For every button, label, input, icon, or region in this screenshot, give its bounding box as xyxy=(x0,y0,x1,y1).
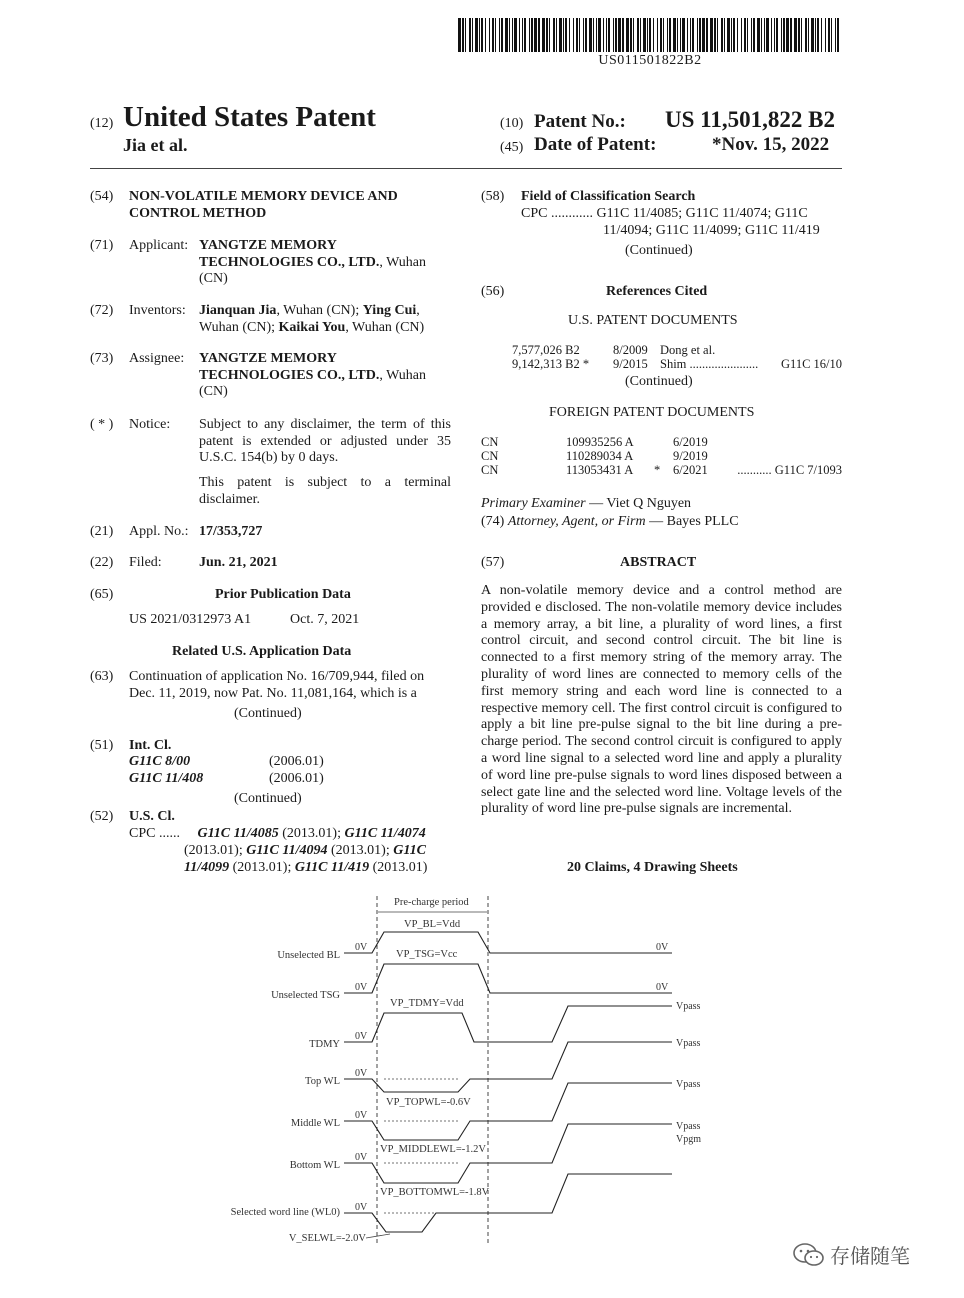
us-cl-line2 xyxy=(184,843,451,860)
date-code: (45) xyxy=(500,140,524,155)
row-label: Bottom WL xyxy=(289,1160,340,1171)
row-label: Middle WL xyxy=(290,1118,340,1129)
inventor-3: Kaikai You xyxy=(278,320,346,335)
row-pulse-label: VP_TDMY=Vdd xyxy=(390,998,464,1009)
row-label: Unselected BL xyxy=(277,950,340,961)
page-title: United States Patent xyxy=(123,101,376,133)
applicant-label: Applicant: xyxy=(129,238,189,253)
int-cl-continued: (Continued) xyxy=(234,791,302,806)
us-cl-line1 xyxy=(129,826,451,843)
assignee-line1: YANGTZE MEMORY xyxy=(199,351,337,366)
references-heading: References Cited xyxy=(606,284,708,299)
prior-pub-date: Oct. 7, 2021 xyxy=(290,612,360,627)
assignee-line2-city: , Wuhan xyxy=(379,367,426,383)
continuation-line2: Dec. 11, 2019, now Pat. No. 11,081,164, which is a xyxy=(129,686,417,701)
inventors-line2 xyxy=(199,320,459,337)
header-rule xyxy=(90,168,842,169)
assignee-label: Assignee: xyxy=(129,351,185,366)
attorney-label: Attorney, Agent, or Firm xyxy=(507,514,646,529)
applicant-line2-city: , Wuhan xyxy=(379,254,426,270)
timing-diagram xyxy=(0,888,964,1248)
us-cl-b3: (2013.01); xyxy=(327,843,394,858)
field-71-code: (71) xyxy=(90,238,114,253)
filed-value: Jun. 21, 2021 xyxy=(199,555,278,570)
assignee-line2-name: TECHNOLOGIES CO., LTD. xyxy=(199,367,380,383)
foreign-doc-star: * xyxy=(654,463,661,477)
inventor-2-sep: , xyxy=(416,303,420,318)
signal-top-wl xyxy=(344,1042,672,1092)
attorney-name: — Bayes PLLC xyxy=(645,514,739,529)
inventor-1: Jianquan Jia xyxy=(199,303,277,318)
row-right: Vpass xyxy=(676,1121,701,1132)
assignee-value xyxy=(199,351,459,401)
invention-title-line1: NON-VOLATILE MEMORY DEVICE AND xyxy=(129,189,398,204)
field-52-code: (52) xyxy=(90,809,114,824)
signal-tdmy xyxy=(344,1006,672,1042)
precharge-label: Pre-charge period xyxy=(394,897,469,908)
signal-unselected-tsg xyxy=(344,964,672,993)
patent-date: *Nov. 15, 2022 xyxy=(712,134,830,155)
int-cl-label: Int. Cl. xyxy=(129,738,172,753)
examiner-name: — Viet Q Nguyen xyxy=(585,496,692,511)
inventor-2-city: Wuhan (CN); xyxy=(199,320,279,335)
row-right: 0V xyxy=(656,982,669,993)
barcode-number: US011501822B2 xyxy=(598,53,702,68)
watermark-text: 存储随笔 xyxy=(830,1244,910,1268)
field-search-continued: (Continued) xyxy=(625,243,693,258)
field-63-code: (63) xyxy=(90,669,114,684)
int-cl-1: G11C 8/00 xyxy=(129,754,191,769)
invention-title xyxy=(129,189,459,222)
field-72-code: (72) xyxy=(90,303,114,318)
field-search-line2: 11/4094; G11C 11/4099; G11C 11/419 xyxy=(603,223,820,238)
primary-examiner xyxy=(481,496,691,513)
row-zero: 0V xyxy=(355,982,368,993)
us-docs-continued: (Continued) xyxy=(625,374,693,389)
inventor-3-city: , Wuhan (CN) xyxy=(345,320,425,335)
field-21-code: (21) xyxy=(90,524,114,539)
row-zero: 0V xyxy=(355,1202,368,1213)
foreign-doc-date: 6/2019 xyxy=(673,435,708,449)
field-54-code: (54) xyxy=(90,189,114,204)
claims-summary: 20 Claims, 4 Drawing Sheets xyxy=(567,860,738,875)
us-cl-b4: G11C xyxy=(393,843,426,858)
field-search-heading: Field of Classification Search xyxy=(521,189,696,204)
examiner-label: Primary Examiner xyxy=(481,496,586,511)
us-cl-b2: G11C 11/4094 xyxy=(246,843,328,858)
us-cl-a1: G11C 11/4085 xyxy=(197,826,279,841)
field-57-code: (57) xyxy=(481,555,505,570)
prior-pub-number: US 2021/0312973 A1 xyxy=(129,612,252,627)
row-right: Vpass xyxy=(676,1001,701,1012)
filed-label: Filed: xyxy=(129,555,162,570)
foreign-doc-row xyxy=(481,435,842,450)
us-doc-date: 8/2009 xyxy=(613,343,648,357)
vsel-leader xyxy=(366,1234,390,1238)
us-doc-name: Shim ...................... xyxy=(660,357,759,371)
field-51-code: (51) xyxy=(90,738,114,753)
int-cl-2: G11C 11/408 xyxy=(129,771,204,786)
us-cl-a2: (2013.01); xyxy=(278,826,345,841)
barcode xyxy=(458,18,842,52)
notice-label: Notice: xyxy=(129,417,171,432)
foreign-doc-date: 6/2021 xyxy=(673,463,708,477)
row-label: Selected word line (WL0) xyxy=(230,1207,340,1218)
us-cl-b1: (2013.01); xyxy=(184,843,247,858)
row-zero: 0V xyxy=(355,1031,368,1042)
watermark xyxy=(792,1240,910,1269)
invention-title-line2: CONTROL METHOD xyxy=(129,205,267,221)
applicant-line3: (CN) xyxy=(199,271,228,286)
continuation-line1: Continuation of application No. 16/709,944, filed on xyxy=(129,669,425,684)
row-right: Vpass xyxy=(676,1079,701,1090)
inventor-2: Ying Cui xyxy=(362,303,417,318)
us-cl-label: U.S. Cl. xyxy=(129,809,175,824)
date-label: Date of Patent: xyxy=(534,134,657,155)
us-doc-row xyxy=(512,357,842,372)
row-label: Top WL xyxy=(305,1076,340,1087)
field-56-code: (56) xyxy=(481,284,505,299)
row-label: Unselected TSG xyxy=(271,990,340,1001)
continuation-continued: (Continued) xyxy=(234,706,302,721)
int-cl-1-year: (2006.01) xyxy=(269,754,324,769)
row-label: TDMY xyxy=(309,1039,340,1050)
us-doc-number: 7,577,026 B2 xyxy=(512,343,580,357)
appl-no-label: Appl. No.: xyxy=(129,524,189,539)
doc-type-code: (12) xyxy=(90,116,114,131)
us-cl-line3 xyxy=(184,860,451,877)
row-zero: 0V xyxy=(355,1110,368,1121)
row-right: Vpass xyxy=(676,1038,701,1049)
inventor-1-city: , Wuhan (CN); xyxy=(276,303,363,318)
us-cl-c3: G11C 11/419 xyxy=(294,860,370,875)
related-heading: Related U.S. Application Data xyxy=(172,644,352,659)
foreign-doc-number: 109935256 A xyxy=(566,435,634,449)
field-search-line1: CPC ............ G11C 11/4085; G11C 11/4074; G11C xyxy=(521,206,808,221)
barcode-bar xyxy=(839,18,841,52)
patent-no-label: Patent No.: xyxy=(534,111,626,132)
us-docs-heading: U.S. PATENT DOCUMENTS xyxy=(568,313,738,328)
us-doc-name: Dong et al. xyxy=(660,343,716,357)
us-cl-cpc: CPC ...... xyxy=(129,826,180,841)
us-cl-a3: G11C 11/4074 xyxy=(344,826,426,841)
appl-no-value: 17/353,727 xyxy=(199,524,263,539)
int-cl-2-year: (2006.01) xyxy=(269,771,324,786)
inventors-value xyxy=(199,303,459,320)
foreign-doc-row xyxy=(481,463,842,478)
row-pulse-label: VP_BL=Vdd xyxy=(404,919,461,930)
patent-number: US 11,501,822 B2 xyxy=(665,107,835,132)
inventors-short: Jia et al. xyxy=(123,135,188,155)
foreign-doc-country: CN xyxy=(481,449,499,463)
wechat-icon xyxy=(792,1242,826,1268)
us-doc-row xyxy=(512,343,842,358)
vsel-label: V_SELWL=-2.0V xyxy=(288,1233,366,1244)
row-zero: 0V xyxy=(355,942,368,953)
us-doc-class: G11C 16/10 xyxy=(781,357,842,371)
row-zero: 0V xyxy=(355,1152,368,1163)
notice-code: ( * ) xyxy=(90,417,114,432)
attorney-code: (74) xyxy=(481,514,508,529)
foreign-docs-heading: FOREIGN PATENT DOCUMENTS xyxy=(549,405,755,420)
applicant-line2-name: TECHNOLOGIES CO., LTD. xyxy=(199,254,380,270)
row-right: Vpgm xyxy=(676,1134,701,1145)
foreign-doc-row xyxy=(481,449,842,464)
inventors-label: Inventors: xyxy=(129,303,186,318)
applicant-line1: YANGTZE MEMORY xyxy=(199,238,337,253)
row-pulse-label: VP_MIDDLEWL=-1.2V xyxy=(380,1144,486,1155)
terminal-disclaimer: This patent is subject to a terminal disclaimer. xyxy=(199,475,451,507)
us-cl-c2: (2013.01); xyxy=(229,860,295,875)
us-doc-number: 9,142,313 B2 * xyxy=(512,357,590,371)
row-pulse-label: VP_BOTTOMWL=-1.8V xyxy=(380,1187,490,1198)
field-22-code: (22) xyxy=(90,555,114,570)
attorney xyxy=(481,514,739,531)
foreign-doc-class: ........... G11C 7/1093 xyxy=(737,463,842,477)
foreign-doc-country: CN xyxy=(481,463,499,477)
assignee-line3: (CN) xyxy=(199,384,228,399)
foreign-doc-number: 110289034 A xyxy=(566,449,634,463)
foreign-doc-date: 9/2019 xyxy=(673,449,708,463)
abstract-text: A non-volatile memory device and a control method are provided e disclosed. The non-volatile memory device includes a memory array, a bit line, a plurality of word lines, a first control circuit, and second control circuit. The bit line is connected to a first memory string of the memory array. The plurality of word lines are connected to memory cells of the first memory string and each word line is connected to a respective memory cell. The first control circuit is configured to apply a bit line pre-pulse signal to the bit line during a pre-charge period. The second control circuit is configured to apply a word line signal to a selected word line and apply a plurality of word line pre-pulse signals to word lines disposed between a select gate line and the selected word line. Voltage levels of the plurality of word line pre-pulse signals are incremental. xyxy=(481,583,842,817)
field-65-code: (65) xyxy=(90,587,114,602)
patent-no-code: (10) xyxy=(500,116,524,131)
applicant-value xyxy=(199,238,459,288)
us-cl-c1: 11/4099 xyxy=(184,860,230,875)
notice-text: Subject to any disclaimer, the term of this patent is extended or adjusted under 35 U.S.C. 154(b) by 0 days. xyxy=(199,417,451,465)
field-73-code: (73) xyxy=(90,351,114,366)
us-cl-c4: (2013.01) xyxy=(369,860,428,875)
prior-pub-heading: Prior Publication Data xyxy=(215,587,351,602)
us-doc-date: 9/2015 xyxy=(613,357,648,371)
row-pulse-label: VP_TSG=Vcc xyxy=(396,949,458,960)
row-right: 0V xyxy=(656,942,669,953)
row-zero: 0V xyxy=(355,1068,368,1079)
foreign-doc-country: CN xyxy=(481,435,499,449)
signal-unselected-bl xyxy=(344,932,672,953)
foreign-doc-number: 113053431 A xyxy=(566,463,634,477)
abstract-heading: ABSTRACT xyxy=(620,555,697,570)
field-58-code: (58) xyxy=(481,189,505,204)
row-pulse-label: VP_TOPWL=-0.6V xyxy=(386,1097,471,1108)
